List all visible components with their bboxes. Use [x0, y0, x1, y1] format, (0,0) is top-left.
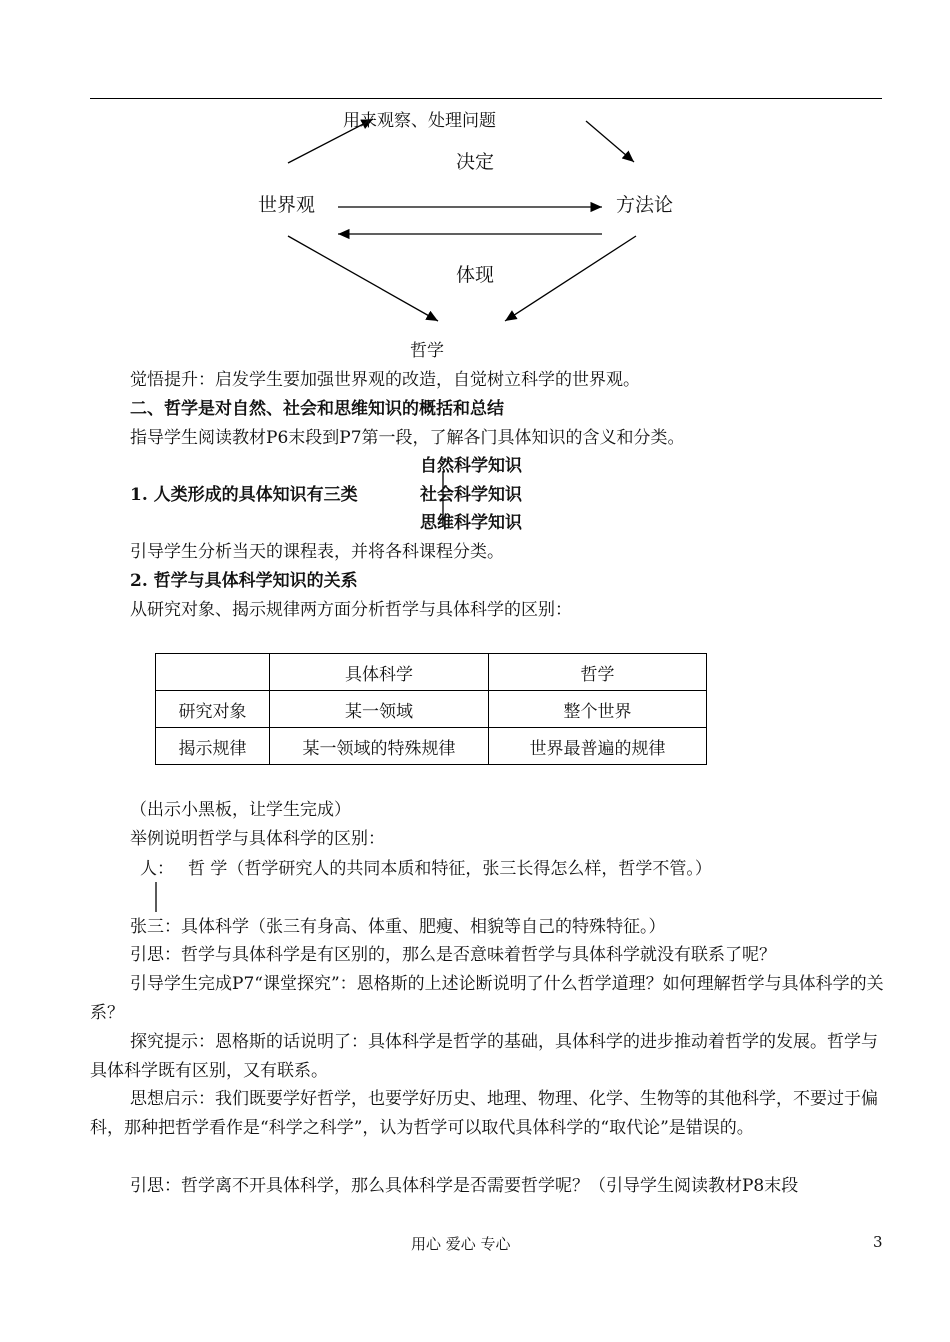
explore-hint-paragraph: 探究提示：恩格斯的话说明了：具体科学是哲学的基础，具体科学的进步推动着哲学的发展。哲学与具体科学既有区别，又有联系。 [90, 1032, 878, 1081]
analysis-intro-line: 从研究对象、揭示规律两方面分析哲学与具体科学的区别： [130, 600, 572, 620]
table-header-cell: 哲学 [489, 654, 707, 691]
diagram-top-label: 用来观察、处理问题 [343, 111, 496, 131]
guide-reading-line: 指导学生阅读教材P6末段到P7第一段，了解各门具体知识的含义和分类。 [130, 428, 685, 448]
footer-motto: 用心 爱心 专心 [411, 1235, 511, 1253]
example-intro-line: 举例说明哲学与具体科学的区别： [130, 829, 385, 849]
table-header-cell: 具体科学 [270, 654, 489, 691]
table-row [156, 728, 707, 765]
table-row [156, 691, 707, 728]
table-cell: 某一领域 [270, 691, 489, 728]
point1-heading: 1. 人类形成的具体知识有三类 [130, 485, 358, 505]
worldview-methodology-diagram [0, 0, 950, 380]
guide-schedule-line: 引导学生分析当天的课程表，并将各科课程分类。 [130, 542, 504, 562]
diagram-philosophy-node: 哲学 [410, 341, 444, 361]
table-header-cell [156, 654, 270, 691]
comparison-table [155, 653, 707, 765]
table-cell: 世界最普遍的规律 [489, 728, 707, 765]
table-cell: 研究对象 [156, 691, 270, 728]
reflect1-line: 引思：哲学与具体科学是有区别的，那么是否意味着哲学与具体科学就没有联系了呢？ [130, 945, 776, 965]
diagram-worldview-node: 世界观 [258, 194, 316, 216]
example-person-label: 人： [140, 859, 174, 879]
thought-paragraph: 思想启示：我们既要学好哲学，也要学好历史、地理、物理、化学、生物等的其他科学，不要过于偏科，那种把哲学看作是“科学之科学”，认为哲学可以取代具体科学的“取代论”是错误的。 [90, 1089, 878, 1138]
table-header-row [156, 654, 707, 691]
diagram-embody-label: 体现 [456, 264, 495, 286]
awareness-line: 觉悟提升：启发学生要加强世界观的改造，自觉树立科学的世界观。 [130, 370, 640, 390]
arrow-top-to-methodology [586, 121, 634, 162]
table-cell: 整个世界 [489, 691, 707, 728]
guide-explore-paragraph: 引导学生完成P7“课堂探究”：恩格斯的上述论断说明了什么哲学道理？如何理解哲学与具体科学的关系？ [90, 974, 884, 1023]
arrow-worldview-to-philosophy [288, 236, 438, 321]
knowledge-type-social: 社会科学知识 [420, 485, 522, 505]
point2-heading: 2. 哲学与具体科学知识的关系 [130, 571, 358, 591]
arrow-methodology-to-philosophy [505, 236, 636, 321]
knowledge-type-thinking: 思维科学知识 [420, 513, 522, 533]
example-zhangsan-line: 张三：具体科学（张三有身高、体重、肥瘦、相貌等自己的特殊特征。） [130, 917, 666, 937]
section2-heading: 二、哲学是对自然、社会和思维知识的概括和总结 [130, 399, 504, 419]
page-number: 3 [873, 1233, 883, 1251]
reflect2-paragraph: 引思：哲学离不开具体科学，那么具体科学是否需要哲学呢？（引导学生阅读教材P8末段 [130, 1176, 799, 1196]
blackboard-note: （出示小黑板，让学生完成） [130, 800, 351, 820]
knowledge-type-natural: 自然科学知识 [420, 456, 522, 476]
table-cell: 某一领域的特殊规律 [270, 728, 489, 765]
example-philosophy-line: 哲 学（哲学研究人的共同本质和特征，张三长得怎么样，哲学不管。） [188, 859, 712, 879]
table-cell: 揭示规律 [156, 728, 270, 765]
diagram-methodology-node: 方法论 [616, 194, 674, 216]
diagram-decide-label: 决定 [456, 151, 495, 173]
